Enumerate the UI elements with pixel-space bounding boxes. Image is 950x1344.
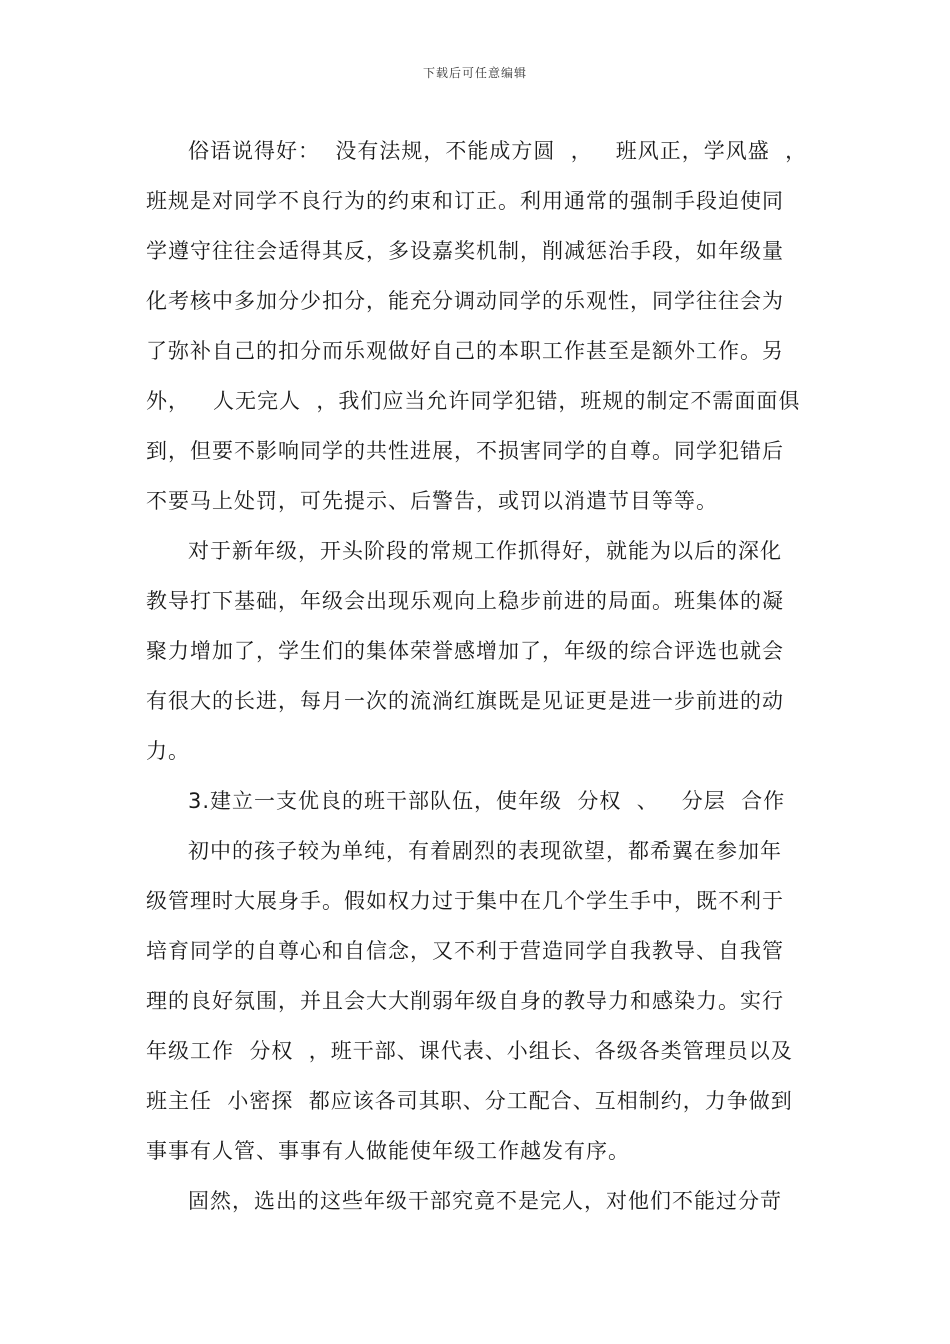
paragraph-new-grade xyxy=(146,526,808,776)
text-line: 固然，选出的这些年级干部究竟不是完人，对他们不能过分苛 xyxy=(188,1189,782,1213)
paragraph-class-rules xyxy=(146,126,808,526)
text-line: 聚力增加了，学生们的集体荣誉感增加了，年级的综合评选也就会 xyxy=(146,639,784,663)
paragraph-cadre-imperfection xyxy=(146,1176,808,1226)
text-line: 俗语说得好： 没有法规，不能成方圆 ， 班风正，学风盛 ， xyxy=(188,139,808,163)
text-line: 初中的孩子较为单纯，有着剧烈的表现欲望，都希翼在参加年 xyxy=(188,839,782,863)
text-line: 了弥补自己的扣分而乐观做好自己的本职工作甚至是额外工作。另 xyxy=(146,339,784,363)
text-line: 事事有人管、事事有人做能使年级工作越发有序。 xyxy=(146,1139,630,1163)
text-line: 年级工作 分权 ，班干部、课代表、小组长、各级各类管理员以及 xyxy=(146,1039,793,1063)
text-line: 外， 人无完人 ，我们应当允许同学犯错，班规的制定不需面面俱 xyxy=(146,389,801,413)
text-line: 教导打下基础，年级会出现乐观向上稳步前进的局面。班集体的凝 xyxy=(146,589,784,613)
page-header: 下载后可任意编辑 xyxy=(422,66,527,80)
text-line: 到，但要不影响同学的共性进展，不损害同学的自尊。同学犯错后 xyxy=(146,439,784,463)
text-line: 不要马上处罚，可先提示、后警告，或罚以消遣节目等等。 xyxy=(146,489,718,513)
paragraph-class-cadres xyxy=(146,826,808,1176)
text-line: 班主任 小密探 都应该各司其职、分工配合、互相制约，力争做到 xyxy=(146,1089,793,1113)
text-line: 级管理时大展身手。假如权力过于集中在几个学生手中，既不利于 xyxy=(146,889,784,913)
text-line: 学遵守往往会适得其反，多设嘉奖机制，削减惩治手段，如年级量 xyxy=(146,239,784,263)
text-line: 班规是对同学不良行为的约束和订正。利用通常的强制手段迫使同 xyxy=(146,189,784,213)
text-line: 有很大的长进，每月一次的流淌红旗既是见证更是进一步前进的动 xyxy=(146,689,784,713)
text-line: 化考核中多加分少扣分，能充分调动同学的乐观性，同学往往会为 xyxy=(146,289,784,313)
text-line: 力。 xyxy=(146,739,190,763)
text-line: 对于新年级，开头阶段的常规工作抓得好，就能为以后的深化 xyxy=(188,539,782,563)
text-line: 培育同学的自尊心和自信念，又不利于营造同学自我教导、自我管 xyxy=(146,939,784,963)
section-heading: 3.建立一支优良的班干部队伍，使年级 分权 、 分层 合作 xyxy=(188,789,786,813)
document-body xyxy=(146,126,808,1226)
text-line: 理的良好氛围，并且会大大削弱年级自身的教导力和感染力。实行 xyxy=(146,989,784,1013)
